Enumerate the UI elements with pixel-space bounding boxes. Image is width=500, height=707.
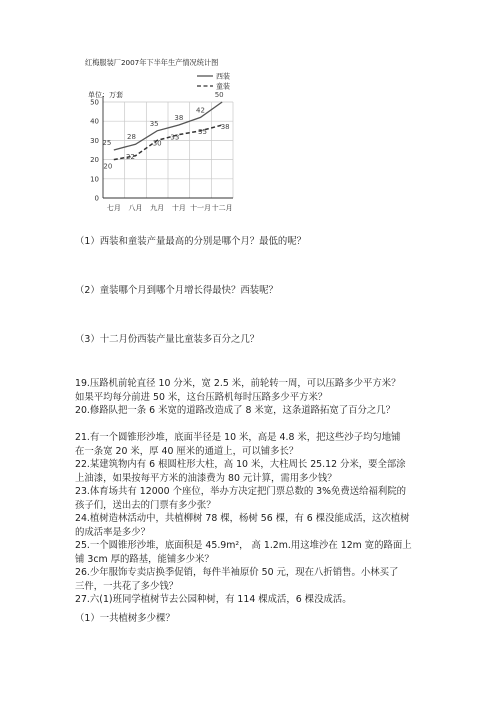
y-tick-label: 30 xyxy=(90,136,99,145)
y-tick-label: 20 xyxy=(90,156,99,165)
data-label: 22 xyxy=(126,152,135,161)
y-tick-label: 0 xyxy=(94,194,99,203)
data-label: 42 xyxy=(196,106,205,115)
data-label: 35 xyxy=(149,119,159,128)
y-tick-label: 40 xyxy=(90,117,99,126)
x-tick-label: 八月 xyxy=(128,204,143,212)
x-tick-label: 十二月 xyxy=(211,204,233,212)
problem-line: 三件，一共花了多少钱？ xyxy=(75,580,179,592)
final-question: （1）一共植树多少棵？ xyxy=(75,613,175,624)
problem-line: 在一条宽 20 米，厚 40 厘米的通道上，可以铺多长？ xyxy=(75,445,299,457)
chart-unit-label: 单位：万套 xyxy=(88,91,123,99)
data-label: 25 xyxy=(102,139,112,147)
problem-line: 20.修路队把一条 6 米宽的道路改造成了 8 米宽，这条道路拓宽了百分之几？ xyxy=(75,405,396,416)
problem-line: 25.一个圆锥形沙堆，底面积是 45.9m²， 高 1.2m.用这堆沙在 12m 宽的路面上 xyxy=(75,540,412,551)
x-tick-label: 七月 xyxy=(106,204,121,212)
problem-line: 孩子们，送出去的门票有多少张？ xyxy=(75,499,216,511)
x-tick-label: 十一月 xyxy=(190,204,211,212)
problem-line: 19.压路机前轮直径 10 分米，宽 2.5 米，前轮转一周，可以压路多少平方米？ xyxy=(75,378,401,389)
problem-line: 23.体育场共有 12000 个座位，举办方决定把门票总数的 3%免费送给福利院的 xyxy=(75,486,407,497)
legend-label: 童装 xyxy=(216,82,230,91)
problem-line: 22.某建筑物内有 6 根圆柱形大柱，高 10 米，大柱周长 25.12 分米，要全部涂 xyxy=(75,459,406,470)
chart-legend xyxy=(197,72,230,91)
line-chart xyxy=(55,50,255,218)
chart-grid xyxy=(103,102,233,198)
data-label: 33 xyxy=(170,133,180,142)
question-1: （1）西装和童装产量最高的分别是哪个月？最低的呢？ xyxy=(75,236,306,247)
data-label: 50 xyxy=(214,91,224,99)
y-tick-label: 50 xyxy=(90,98,99,107)
problem-line: 上油漆，如果按每平方米的油漆费为 80 元计算，需用多少钱？ xyxy=(75,472,337,484)
problem-line: 21.有一个圆锥形沙堆，底面半径是 10 米，高是 4.8 米，把这些沙子均匀地铺 xyxy=(75,432,401,443)
data-label: 38 xyxy=(220,123,230,132)
data-label: 38 xyxy=(174,114,184,123)
problem-line: 27.六(1)班同学植树节去公园种树，有 114 棵成活，6 棵没成活。 xyxy=(75,594,352,605)
problem-line: 的成活率是多少？ xyxy=(75,526,151,538)
problem-spacer xyxy=(75,418,412,432)
problem-line: 如果平均每分前进 50 米，这台压路机每时压路多少平方米？ xyxy=(75,391,328,403)
problem-line: 24.植树造林活动中，共植柳树 78 棵，杨树 56 棵，有 6 棵没能成活，这次植树 xyxy=(75,513,410,524)
question-3: （3）十二月份西装产量比童装多百分之几？ xyxy=(75,334,260,345)
problem-line: 铺 3cm 厚的路基，能铺多少米？ xyxy=(75,553,214,565)
problems-list xyxy=(75,377,412,607)
chart-title: 红梅服装厂2007年下半年生产情况统计图 xyxy=(85,58,219,67)
x-tick-label: 十月 xyxy=(171,204,186,212)
data-label: 30 xyxy=(152,139,162,148)
problem-line: 26.少年服饰专卖店换季促销，每件半袖原价 50 元，现在八折销售。小林买了 xyxy=(75,567,399,578)
data-label: 20 xyxy=(103,162,113,171)
data-label: 28 xyxy=(127,133,136,142)
data-label: 35 xyxy=(198,127,207,136)
legend-label: 西装 xyxy=(216,72,230,81)
question-2: （2）童装哪个月到哪个月增长得最快？西装呢？ xyxy=(75,285,278,296)
y-tick-label: 10 xyxy=(90,175,99,184)
x-tick-label: 九月 xyxy=(150,204,165,212)
